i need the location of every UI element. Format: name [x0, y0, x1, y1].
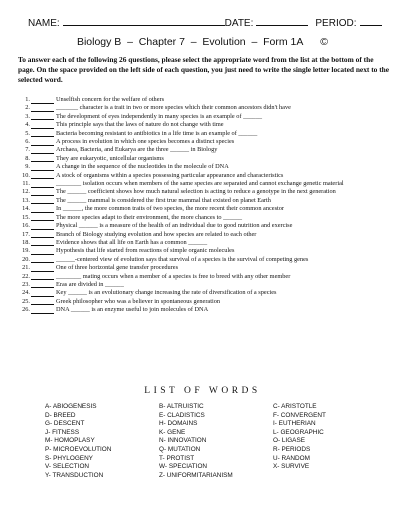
period-label: PERIOD:	[315, 18, 357, 29]
question-item	[18, 138, 393, 146]
header-row	[28, 17, 385, 29]
question-number: 18.	[22, 238, 30, 246]
question-item	[18, 273, 393, 281]
word-option: M- HOMOPLASY	[45, 437, 95, 445]
answer-blank[interactable]	[31, 231, 54, 239]
question-text: A stock of organisms within a species possessing particular appearance and characteristics	[56, 171, 284, 179]
answer-blank[interactable]	[31, 113, 54, 121]
question-item	[18, 146, 393, 154]
question-item	[18, 130, 393, 138]
question-number: 17.	[22, 230, 30, 238]
question-text: _______ character is a trait in two or more species which their common ancestors didn't have	[56, 104, 291, 112]
question-number: 20.	[22, 255, 30, 263]
question-number: 3.	[25, 112, 30, 120]
question-item	[18, 214, 393, 222]
question-item	[18, 264, 393, 272]
question-number: 1.	[25, 96, 30, 103]
name-field[interactable]	[63, 17, 225, 26]
answer-blank[interactable]	[31, 289, 54, 297]
date-field[interactable]	[256, 17, 308, 26]
question-list	[18, 96, 393, 315]
answer-blank[interactable]	[31, 298, 54, 306]
question-text: Archaea, Bacteria, and Eukarya are the three ______ in Biology	[56, 146, 218, 154]
question-number: 11.	[22, 180, 30, 188]
answer-blank[interactable]	[31, 256, 54, 264]
question-text: This principle says that the laws of nature do not change with time	[56, 121, 224, 129]
question-text: Greek philosopher who was a believer in spontaneous generation	[56, 297, 221, 305]
question-number: 24.	[22, 289, 30, 297]
question-number: 26.	[22, 306, 30, 314]
question-item	[18, 239, 393, 247]
question-text: The ______ coefficient shows how much natural selection is acting to reduce a genotype in the next generation	[56, 188, 336, 196]
answer-blank[interactable]	[31, 146, 54, 154]
question-item	[18, 163, 393, 171]
answer-blank[interactable]	[31, 197, 54, 205]
question-number: 14.	[22, 205, 30, 213]
question-text: Hypothesis that life started from reactions of simple organic molecules	[56, 247, 235, 255]
question-number: 25.	[22, 297, 30, 305]
answer-blank[interactable]	[31, 104, 54, 112]
question-text: Unselfish concern for the welfare of others	[56, 96, 165, 103]
word-option: K- GENE	[159, 428, 186, 436]
question-item	[18, 172, 393, 180]
question-item	[18, 113, 393, 121]
answer-blank[interactable]	[31, 188, 54, 196]
question-text: The more species adapt to their environment, the more chances to ______	[56, 213, 243, 221]
question-item	[18, 256, 393, 264]
answer-blank[interactable]	[31, 247, 54, 255]
question-text: The ______ mammal is considered the first true mammal that existed on planet Earth	[56, 196, 271, 204]
word-option: Q- MUTATION	[159, 445, 201, 453]
period-field[interactable]	[360, 17, 382, 26]
question-number: 8.	[25, 154, 30, 162]
question-text: Physical ______ is a measure of the health of an individual due to good nutrition and exercise	[56, 222, 293, 230]
question-item	[18, 222, 393, 230]
question-item	[18, 155, 393, 163]
name-label: NAME:	[28, 18, 60, 29]
question-number: 23.	[22, 280, 30, 288]
date-label: DATE:	[224, 18, 254, 29]
question-text: A process in evolution in which one species becomes a distinct species	[56, 138, 235, 146]
question-number: 9.	[25, 163, 30, 171]
question-number: 7.	[25, 146, 30, 154]
question-item	[18, 188, 393, 196]
answer-blank[interactable]	[31, 172, 54, 180]
question-item	[18, 231, 393, 239]
answer-blank[interactable]	[31, 306, 54, 314]
word-option: L- GEOGRAPHIC	[273, 428, 324, 436]
question-number: 10.	[22, 171, 30, 179]
word-option: V- SELECTION	[45, 463, 90, 471]
question-item	[18, 205, 393, 213]
question-text: Key ______ is an evolutionary change increasing the rate of diversification of a species	[56, 289, 277, 297]
word-option: E- CLADISTICS	[159, 411, 205, 419]
question-item	[18, 104, 393, 112]
question-number: 13.	[22, 196, 30, 204]
word-option	[273, 472, 385, 481]
question-item	[18, 180, 393, 188]
answer-blank[interactable]	[31, 239, 54, 247]
question-text: In ______, the more common traits of two species, the more recent their common ancestor	[56, 205, 285, 213]
word-option: Z- UNIFORMITARIANISM	[159, 471, 233, 479]
answer-blank[interactable]	[31, 205, 54, 213]
question-text: Branch of Biology studying evolution and how species are related to each other	[56, 230, 257, 238]
question-number: 6.	[25, 138, 30, 146]
word-option: G- DESCENT	[45, 420, 85, 428]
answer-blank[interactable]	[31, 130, 54, 138]
answer-blank[interactable]	[31, 180, 54, 188]
word-list-title: LIST OF WORDS	[144, 386, 261, 396]
question-text: One of three horizontal gene transfer procedures	[56, 264, 179, 272]
question-text: ________ mating occurs when a member of a species is free to breed with any other member	[56, 272, 291, 280]
word-option: R- PERIODS	[273, 445, 311, 453]
answer-blank[interactable]	[31, 273, 54, 281]
question-text: A change in the sequence of the nucleotides in the molecule of DNA	[56, 163, 229, 171]
word-option: W- SPECIATION	[159, 463, 208, 471]
answer-blank[interactable]	[31, 214, 54, 222]
instructions: To answer each of the following 26 questions, please select the appropriate word from the list at the bottom of the page. On the space provided on the left side of each question, you just need to write the single letter located next to the selected word.	[18, 55, 390, 85]
answer-blank[interactable]	[31, 222, 54, 230]
question-text: The development of eyes independently in many species is an example of ______	[56, 112, 262, 120]
question-number: 4.	[25, 121, 30, 129]
question-item	[18, 289, 393, 297]
question-number: 19.	[22, 247, 30, 255]
question-number: 15.	[22, 213, 30, 221]
answer-blank[interactable]	[31, 138, 54, 146]
question-number: 22.	[22, 272, 30, 280]
question-number: 2.	[25, 104, 30, 112]
answer-blank[interactable]	[31, 155, 54, 163]
question-item	[18, 121, 393, 129]
question-number: 12.	[22, 188, 30, 196]
word-option: S- PHYLOGENY	[45, 454, 93, 462]
question-text: Eras are divided in ______	[56, 280, 124, 288]
word-option: P- MICROEVOLUTION	[45, 445, 112, 453]
word-option: I- EUTHERIAN	[273, 420, 316, 428]
word-option: A- ABIOGENESIS	[45, 403, 97, 410]
word-option: F- CONVERGENT	[273, 411, 326, 419]
word-option: C- ARISTOTLE	[273, 403, 317, 410]
question-item	[18, 306, 393, 314]
word-option: T- PROTIST	[159, 454, 195, 462]
question-text: ________ isolation occurs when members of the same species are separated and cannot exchange genetic material	[56, 180, 344, 188]
word-option: N- INNOVATION	[159, 437, 207, 445]
question-item	[18, 96, 393, 104]
question-item	[18, 247, 393, 255]
word-option: Y- TRANSDUCTION	[45, 471, 104, 479]
word-option: D- BREED	[45, 411, 76, 419]
answer-blank[interactable]	[31, 96, 54, 104]
answer-blank[interactable]	[31, 163, 54, 171]
worksheet-title: Biology B – Chapter 7 – Evolution – Form 1A ©	[76, 36, 329, 48]
question-item	[18, 197, 393, 205]
question-number: 16.	[22, 222, 30, 230]
answer-blank[interactable]	[31, 121, 54, 129]
question-item	[18, 281, 393, 289]
word-option: J- FITNESS	[45, 428, 80, 436]
question-number: 21.	[22, 264, 30, 272]
word-option: H- DOMAINS	[159, 420, 198, 428]
answer-blank[interactable]	[31, 264, 54, 272]
word-list	[45, 403, 385, 480]
question-text: Bacteria becoming resistant to antibiotics in a life time is an example of ______	[56, 129, 258, 137]
question-number: 5.	[25, 129, 30, 137]
word-option: O- LIGASE	[273, 437, 305, 445]
question-text: DNA ______ is an enzyme useful to join molecules of DNA	[56, 306, 209, 314]
word-option: U- RANDOM	[273, 454, 310, 462]
question-text: ______-centered view of evolution says that survival of a species is the survival of competing genes	[56, 255, 309, 263]
word-option: X- SURVIVE	[273, 463, 310, 471]
question-text: They are eukaryotic, unicellular organisms	[56, 154, 164, 162]
question-item	[18, 298, 393, 306]
question-text: Evidence shows that all life on Earth has a common ______	[56, 238, 208, 246]
word-option: B- ALTRUISTIC	[159, 403, 204, 410]
answer-blank[interactable]	[31, 281, 54, 289]
